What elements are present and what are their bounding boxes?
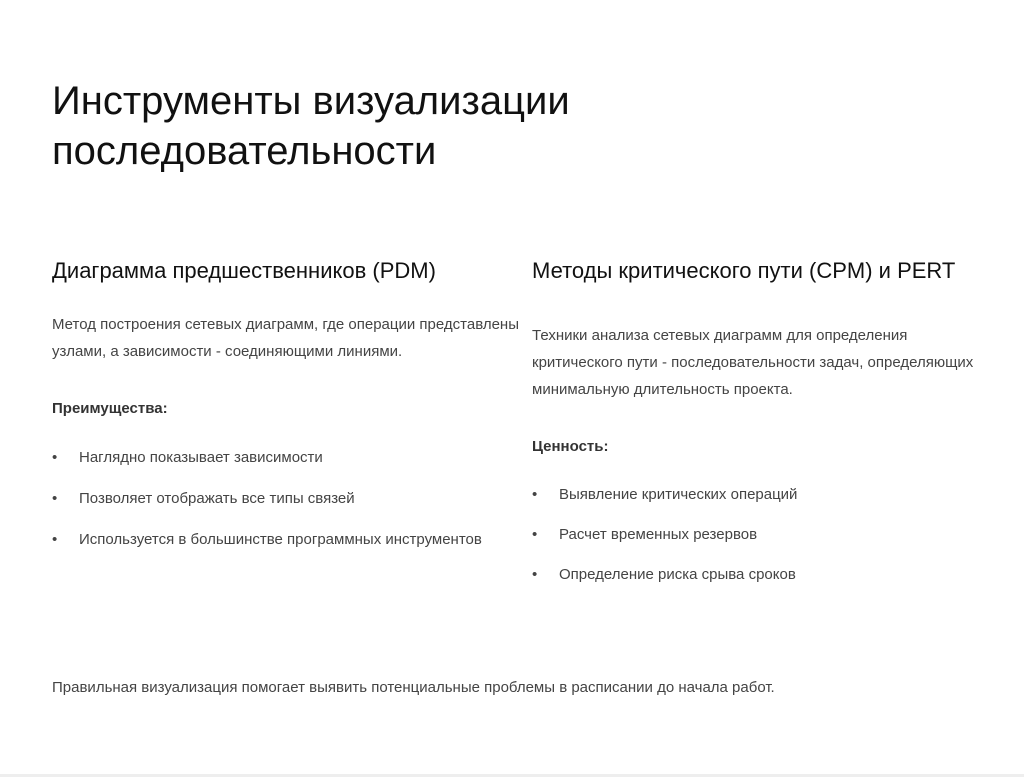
list-item	[52, 485, 522, 512]
cpm-pert-value-list	[532, 481, 982, 588]
pdm-advantages-label: Преимущества:	[52, 400, 168, 417]
list-item-text: Используется в большинстве программных инструментов	[79, 531, 482, 548]
bullet-icon: •	[52, 490, 58, 507]
list-item-text: Выявление критических операций	[559, 486, 798, 503]
slide-title: Инструменты визуализации последовательности	[52, 79, 570, 173]
list-item-text: Расчет временных резервов	[559, 526, 758, 543]
pdm-advantages-list	[52, 444, 522, 553]
list-item-text: Позволяет отображать все типы связей	[79, 490, 355, 507]
pdm-column	[52, 254, 522, 567]
list-item	[52, 444, 522, 471]
cpm-pert-description: Техники анализа сетевых диаграмм для определения критического пути - последовательности задач, определяющих минимальную длительность проекта.	[532, 327, 974, 398]
bullet-icon: •	[532, 526, 538, 543]
list-item	[532, 561, 982, 588]
cpm-pert-value-label: Ценность:	[532, 438, 609, 455]
list-item-text: Наглядно показывает зависимости	[79, 449, 323, 466]
pdm-description: Метод построения сетевых диаграмм, где операции представлены узлами, а зависимости - соединяющими линиями.	[52, 316, 519, 360]
list-item	[52, 526, 522, 553]
pdm-heading: Диаграмма предшественников (PDM)	[52, 258, 436, 283]
bullet-icon: •	[52, 449, 58, 466]
bullet-icon: •	[52, 531, 58, 548]
cpm-pert-column	[532, 254, 982, 601]
list-item	[532, 481, 982, 508]
cpm-pert-heading: Методы критического пути (CPM) и PERT	[532, 258, 956, 283]
bullet-icon: •	[532, 486, 538, 503]
list-item-text: Определение риска срыва сроков	[559, 566, 796, 583]
bullet-icon: •	[532, 566, 538, 583]
footer-note: Правильная визуализация помогает выявить потенциальные проблемы в расписании до начала работ.	[52, 679, 775, 696]
list-item	[532, 521, 982, 548]
